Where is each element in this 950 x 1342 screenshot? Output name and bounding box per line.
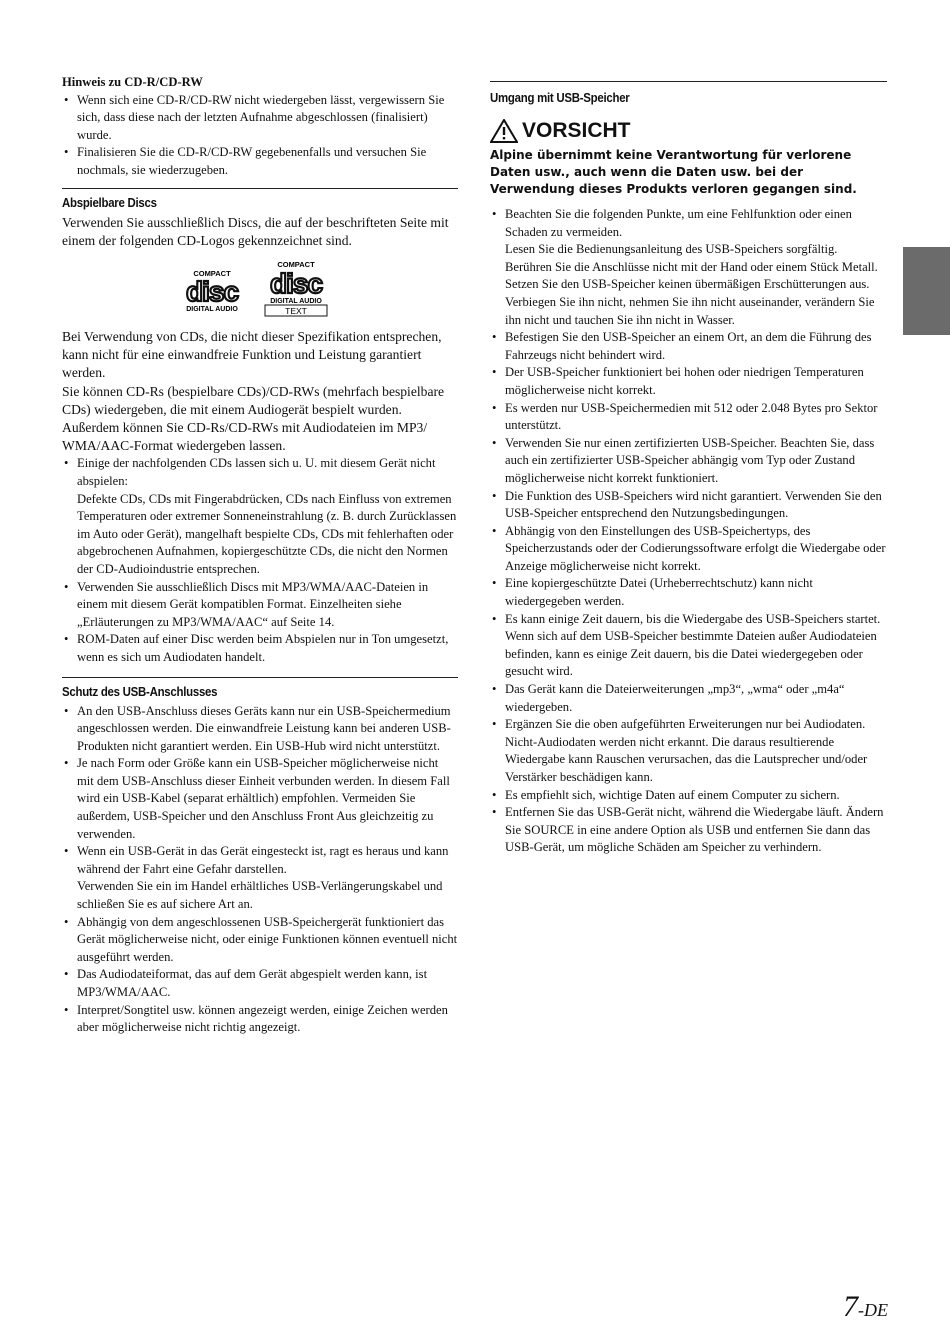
- list-item: • Die Funktion des USB-Speichers wird nicht garantiert. Verwenden Sie den USB-Speicher entsprechend den Nutzungsbedingungen.: [490, 488, 887, 523]
- logo-bottom-text: DIGITAL AUDIO: [270, 297, 322, 305]
- list-item: • Befestigen Sie den USB-Speicher an einem Ort, an dem die Führung des Fahrzeugs nicht behindert wird.: [490, 329, 887, 364]
- section-heading: Abspielbare Discs: [62, 194, 157, 210]
- left-column: [62, 74, 458, 1037]
- section-usb-protection: [62, 677, 458, 1037]
- list-item: • Interpret/Songtitel usw. können angezeigt werden, einige Zeichen werden aber möglicherweise nicht richtig angezeigt.: [62, 1002, 458, 1037]
- discs-paragraph: Bei Verwendung von CDs, die nicht dieser Spezifikation entsprechen, kann nicht für eine einwandfreie Funktion und Leistung garantiert werden.: [62, 328, 442, 381]
- section-playable-discs: [62, 188, 458, 667]
- list-item: • Ergänzen Sie die oben aufgeführten Erweiterungen nur bei Audiodaten. Nicht-Audiodaten werden nicht erkannt. Die daraus resultierende Wiedergabe kann Rauschen verursachen, das die Lautsprecher und/oder Verstärker beschädigen kann.: [490, 716, 887, 786]
- list-item: • Eine kopiergeschützte Datei (Urheberrechtschutz) kann nicht wiedergegeben werden.: [490, 575, 887, 610]
- logo-text-badge: TEXT: [285, 305, 307, 316]
- discs-list: [62, 455, 458, 666]
- list-item: • Das Audiodateiformat, das auf dem Gerät abgespielt werden kann, ist MP3/WMA/AAC.: [62, 966, 458, 1001]
- logo-top-text: COMPACT: [277, 259, 315, 269]
- list-item: • Finalisieren Sie die CD-R/CD-RW gegebenenfalls und versuchen Sie nochmals, sie wiederzugeben.: [62, 144, 458, 179]
- logo-top-text: COMPACT: [193, 268, 231, 278]
- warning-header: [490, 119, 887, 143]
- list-item: • Wenn ein USB-Gerät in das Gerät eingesteckt ist, ragt es heraus und kann während der Fahrt eine Gefahr darstellen. Verwenden Sie ein im Handel erhältliches USB-Verlängerungskabel und schließen Sie es auf sichere Art an.: [62, 843, 458, 913]
- section-heading: Umgang mit USB-Speicher: [490, 90, 630, 105]
- right-column: [490, 74, 887, 857]
- logo-main-text: disc: [269, 267, 323, 299]
- warning-triangle-icon: [490, 119, 518, 143]
- logo-main-text: disc: [185, 275, 239, 307]
- list-item: • Verwenden Sie ausschließlich Discs mit MP3/WMA/AAC-Dateien in einem mit diesem Gerät kompatiblen Format. Einzelheiten siehe „Erläuterungen zu MP3/WMA/AAC“ auf Seite 14.: [62, 579, 458, 632]
- usb-handling-list: [490, 206, 887, 857]
- note-title: Hinweis zu CD-R/CD-RW: [62, 75, 203, 89]
- section-usb-handling: [490, 81, 887, 857]
- discs-paragraph: Sie können CD-Rs (bespielbare CDs)/CD-RWs (mehrfach bespielbare CDs) wiedergeben, die mit einem Audiogerät bespielt wurden.: [62, 383, 445, 417]
- discs-paragraph: Außerdem können Sie CD-Rs/CD-RWs mit Audiodateien im MP3/ WMA/AAC-Format wiedergeben lassen.: [62, 419, 428, 454]
- language-side-tab: [903, 247, 950, 335]
- list-item: • ROM-Daten auf einer Disc werden beim Abspielen nur in Ton umgesetzt, wenn es sich um Audiodaten handelt.: [62, 631, 458, 666]
- list-item: • Das Gerät kann die Dateierweiterungen „mp3“, „wma“ oder „m4a“ wiedergeben.: [490, 681, 887, 716]
- warning-title: VORSICHT: [522, 119, 631, 142]
- list-item: • Es empfiehlt sich, wichtige Daten auf einem Computer zu sichern.: [490, 787, 887, 805]
- compact-disc-text-logo: [262, 260, 332, 318]
- note-list: [62, 92, 458, 180]
- compact-disc-logo: [178, 260, 248, 318]
- cd-logos: [178, 260, 458, 318]
- page-number-value: 7: [843, 1290, 858, 1323]
- section-heading: Schutz des USB-Anschlusses: [62, 683, 218, 699]
- list-item: • Einige der nachfolgenden CDs lassen sich u. U. mit diesem Gerät nicht abspielen: Defekte CDs, CDs mit Fingerabdrücken, CDs nach Einfluss von extremen Temperaturen oder extremer Sonneneinstrahlung (z. B. durch Zurücklassen im Auto oder Gerät), mangelhaft bespielte CDs, CDs mit fehlerhaften oder abgebrochenen Aufnahmen, kopiergeschützte CDs, die nicht den Normen der CD-Audioindustrie entsprechen.: [62, 455, 458, 578]
- page-number: [843, 1290, 888, 1324]
- list-item: • Es kann einige Zeit dauern, bis die Wiedergabe des USB-Speichers startet. Wenn sich auf dem USB-Speicher bestimmte Dateien außer Audiodateien befinden, kann es einige Zeit dauern, bis die Datei wiedergegeben oder gesucht wird.: [490, 611, 887, 681]
- list-item: • Es werden nur USB-Speichermedien mit 512 oder 2.048 Bytes pro Sektor unterstützt.: [490, 400, 887, 435]
- list-item: • Wenn sich eine CD-R/CD-RW nicht wiedergeben lässt, vergewissern Sie sich, dass diese nach der letzten Aufnahme abgeschlossen (finalisiert) wurde.: [62, 92, 458, 145]
- list-item: • Verwenden Sie nur einen zertifizierten USB-Speicher. Beachten Sie, dass auch ein zertifizierter USB-Speicher abhängig vom Typ oder Zustand möglicherweise nicht korrekt funktioniert.: [490, 435, 887, 488]
- list-item: • Abhängig von dem angeschlossenen USB-Speichergerät funktioniert das Gerät möglicherweise nicht, oder einige Funktionen können eventuell nicht ausgeführt werden.: [62, 914, 458, 967]
- list-item: • An den USB-Anschluss dieses Geräts kann nur ein USB-Speichermedium angeschlossen werden. Die einwandfreie Leistung kann bei anderen USB-Produkten nicht garantiert werden. Ein USB-Hub wird nicht unterstützt.: [62, 703, 458, 756]
- discs-intro: Verwenden Sie ausschließlich Discs, die auf der beschrifteten Seite mit einem der folgenden CD-Logos gekennzeichnet sind.: [62, 214, 449, 248]
- logo-bottom-text: DIGITAL AUDIO: [186, 305, 238, 313]
- list-item: • Abhängig von den Einstellungen des USB-Speichertyps, des Speicherzustands oder der Codierungssoftware erfolgt die Wiedergabe oder Anzeige möglicherweise nicht korrekt.: [490, 523, 887, 576]
- warning-text: Alpine übernimmt keine Verantwortung für verlorene Daten usw., auch wenn die Daten usw. bei der Verwendung dieses Produkts verloren gegangen sind.: [490, 148, 857, 196]
- list-item: • Beachten Sie die folgenden Punkte, um eine Fehlfunktion oder einen Schaden zu vermeiden. Lesen Sie die Bedienungsanleitung des USB-Speichers sorgfältig. Berühren Sie die Anschlüsse nicht mit der Hand oder einem Stück Metall. Setzen Sie den USB-Speicher keinen übermäßigen Erschütterungen aus. Verbiegen Sie ihn nicht, nehmen Sie ihn nicht auseinander, verändern Sie ihn nicht und tauchen Sie ihn nicht in Wasser.: [490, 206, 887, 329]
- list-item: • Entfernen Sie das USB-Gerät nicht, während die Wiedergabe läuft. Ändern Sie SOURCE in eine andere Option als USB und entfernen Sie dann das USB-Gerät, um mögliche Schäden am Speicher zu verhindern.: [490, 804, 887, 857]
- list-item: • Je nach Form oder Größe kann ein USB-Speicher möglicherweise nicht mit dem USB-Anschluss dieser Einheit verbunden werden. In diesem Fall wird ein USB-Kabel (separat erhältlich) empfohlen. Vermeiden Sie außerdem, USB-Speicher und den Anschluss Front Aus gleichzeitig zu verwenden.: [62, 755, 458, 843]
- usb-protect-list: [62, 703, 458, 1037]
- page-number-suffix: -DE: [858, 1300, 888, 1320]
- list-item: • Der USB-Speicher funktioniert bei hohen oder niedrigen Temperaturen möglicherweise nicht korrekt.: [490, 364, 887, 399]
